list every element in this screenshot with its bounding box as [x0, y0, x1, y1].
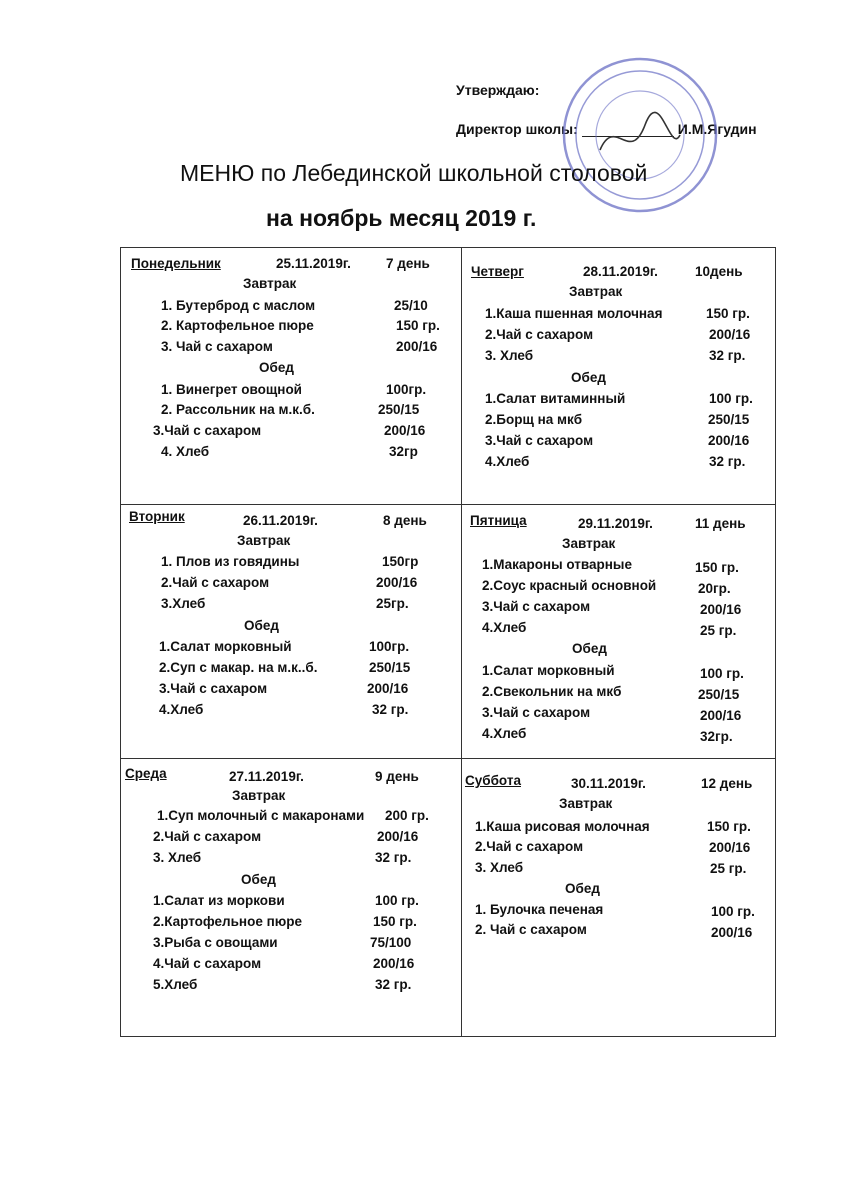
menu-subtitle: на ноябрь месяц 2019 г. — [266, 205, 537, 231]
menu-grid — [120, 247, 776, 1037]
lunch-heading: Обед — [241, 872, 276, 887]
menu-item: 1.Салат морковный — [159, 639, 292, 654]
day-name: Понедельник — [131, 256, 221, 271]
lunch-heading: Обед — [259, 360, 294, 375]
menu-item: 1. Булочка печеная — [475, 902, 604, 917]
menu-item: 1.Каша пшенная молочная — [485, 306, 663, 321]
menu-item: 3.Хлеб — [161, 596, 206, 611]
menu-qty: 250/15 — [708, 412, 750, 427]
menu-qty: 150 гр. — [373, 914, 417, 929]
menu-qty: 32 гр. — [709, 454, 746, 469]
menu-qty: 25/10 — [394, 298, 428, 313]
menu-qty: 200/16 — [367, 681, 409, 696]
day-date: 30.11.2019г. — [571, 776, 646, 791]
school-stamp — [560, 55, 720, 215]
menu-qty: 20гр. — [698, 581, 731, 596]
menu-qty: 200/16 — [376, 575, 418, 590]
menu-qty: 200/16 — [396, 339, 438, 354]
menu-item: 1.Каша рисовая молочная — [475, 819, 650, 834]
menu-title: МЕНЮ по Лебединской школьной столовой — [180, 160, 648, 186]
menu-item: 4.Хлеб — [159, 702, 204, 717]
menu-qty: 200/16 — [377, 829, 419, 844]
menu-qty: 100 гр. — [709, 391, 753, 406]
menu-qty: 100 гр. — [700, 666, 744, 681]
approve-label: Утверждаю: — [456, 82, 540, 98]
menu-qty: 32гр. — [700, 729, 733, 744]
day-number: 10день — [695, 264, 743, 279]
menu-qty: 100гр. — [386, 382, 427, 397]
menu-qty: 250/15 — [698, 687, 740, 702]
menu-qty: 200/16 — [384, 423, 426, 438]
menu-item: 2.Соус красный основной — [482, 578, 657, 593]
menu-qty: 100 гр. — [375, 893, 419, 908]
menu-item: 4. Хлеб — [161, 444, 210, 459]
menu-qty: 150 гр. — [707, 819, 751, 834]
lunch-heading: Обед — [565, 881, 600, 896]
menu-item: 2.Чай с сахаром — [475, 839, 584, 854]
menu-qty: 32 гр. — [372, 702, 409, 717]
menu-qty: 150 гр. — [695, 560, 739, 575]
day-name: Среда — [125, 766, 167, 781]
menu-item: 3.Чай с сахаром — [482, 705, 591, 720]
lunch-heading: Обед — [244, 618, 279, 633]
menu-item: 3.Чай с сахаром — [159, 681, 268, 696]
menu-qty: 200 гр. — [385, 808, 429, 823]
menu-item: 2.Картофельное пюре — [153, 914, 303, 929]
menu-qty: 250/15 — [369, 660, 411, 675]
director-label: Директор школы: — [456, 121, 578, 137]
menu-item: 4.Хлеб — [482, 620, 527, 635]
menu-qty: 200/16 — [709, 840, 751, 855]
menu-item: 1.Салат витаминный — [485, 391, 626, 406]
menu-item: 2.Чай с сахаром — [485, 327, 594, 342]
menu-item: 2.Чай с сахаром — [161, 575, 270, 590]
menu-item: 3. Хлеб — [475, 860, 524, 875]
menu-qty: 75/100 — [370, 935, 412, 950]
grid-divider-horizontal — [121, 504, 775, 505]
menu-item: 3.Чай с сахаром — [153, 423, 262, 438]
menu-item: 1.Макароны отварные — [482, 557, 632, 572]
day-number: 9 день — [375, 769, 419, 784]
menu-item: 4.Чай с сахаром — [153, 956, 262, 971]
menu-qty: 25 гр. — [700, 623, 737, 638]
menu-qty: 200/16 — [373, 956, 415, 971]
breakfast-heading: Завтрак — [559, 796, 613, 811]
menu-item: 1.Салат из моркови — [153, 893, 285, 908]
day-name: Вторник — [129, 509, 185, 524]
day-date: 25.11.2019г. — [276, 256, 351, 271]
lunch-heading: Обед — [572, 641, 607, 656]
day-date: 26.11.2019г. — [243, 513, 318, 528]
day-name: Пятница — [470, 513, 527, 528]
menu-item: 2.Свекольник на мкб — [482, 684, 622, 699]
menu-qty: 32 гр. — [375, 977, 412, 992]
day-number: 11 день — [695, 516, 746, 531]
breakfast-heading: Завтрак — [232, 788, 286, 803]
menu-item: 1. Плов из говядины — [161, 554, 300, 569]
menu-qty: 150 гр. — [396, 318, 440, 333]
menu-item: 2. Чай с сахаром — [475, 922, 587, 937]
menu-item: 1.Салат морковный — [482, 663, 615, 678]
menu-item: 3.Чай с сахаром — [482, 599, 591, 614]
day-date: 29.11.2019г. — [578, 516, 653, 531]
menu-qty: 200/16 — [708, 433, 750, 448]
day-date: 28.11.2019г. — [583, 264, 658, 279]
menu-item: 3.Рыба с овощами — [153, 935, 278, 950]
menu-item: 1. Бутерброд с маслом — [161, 298, 316, 313]
menu-qty: 200/16 — [700, 602, 742, 617]
breakfast-heading: Завтрак — [562, 536, 616, 551]
day-number: 12 день — [701, 776, 753, 791]
grid-divider-vertical — [461, 248, 462, 1036]
day-date: 27.11.2019г. — [229, 769, 304, 784]
breakfast-heading: Завтрак — [569, 284, 623, 299]
grid-divider-horizontal — [121, 758, 775, 759]
menu-item: 4.Хлеб — [485, 454, 530, 469]
menu-qty: 150 гр. — [706, 306, 750, 321]
menu-qty: 200/16 — [700, 708, 742, 723]
menu-qty: 100гр. — [369, 639, 410, 654]
menu-item: 1.Суп молочный с макаронами — [157, 808, 365, 823]
menu-item: 1. Винегрет овощной — [161, 382, 302, 397]
menu-item: 2. Картофельное пюре — [161, 318, 314, 333]
menu-item: 2. Рассольник на м.к.б. — [161, 402, 315, 417]
menu-qty: 32гр — [389, 444, 418, 459]
day-number: 7 день — [386, 256, 430, 271]
menu-item: 5.Хлеб — [153, 977, 198, 992]
menu-qty: 100 гр. — [711, 904, 755, 919]
day-number: 8 день — [383, 513, 427, 528]
menu-item: 2.Борщ на мкб — [485, 412, 583, 427]
breakfast-heading: Завтрак — [237, 533, 291, 548]
menu-qty: 200/16 — [709, 327, 751, 342]
menu-qty: 25гр. — [376, 596, 409, 611]
menu-item: 3. Хлеб — [485, 348, 534, 363]
menu-item: 2.Чай с сахаром — [153, 829, 262, 844]
menu-item: 3.Чай с сахаром — [485, 433, 594, 448]
menu-qty: 250/15 — [378, 402, 420, 417]
menu-qty: 32 гр. — [709, 348, 746, 363]
lunch-heading: Обед — [571, 370, 606, 385]
menu-item: 3. Хлеб — [153, 850, 202, 865]
menu-item: 4.Хлеб — [482, 726, 527, 741]
day-name: Суббота — [465, 773, 521, 788]
menu-qty: 25 гр. — [710, 861, 747, 876]
menu-qty: 32 гр. — [375, 850, 412, 865]
menu-qty: 150гр — [382, 554, 419, 569]
day-name: Четверг — [471, 264, 524, 279]
director-name: И.М.Ягудин — [677, 121, 757, 137]
breakfast-heading: Завтрак — [243, 276, 297, 291]
menu-item: 2.Суп с макар. на м.к..б. — [159, 660, 318, 675]
menu-qty: 200/16 — [711, 925, 753, 940]
menu-item: 3. Чай с сахаром — [161, 339, 273, 354]
